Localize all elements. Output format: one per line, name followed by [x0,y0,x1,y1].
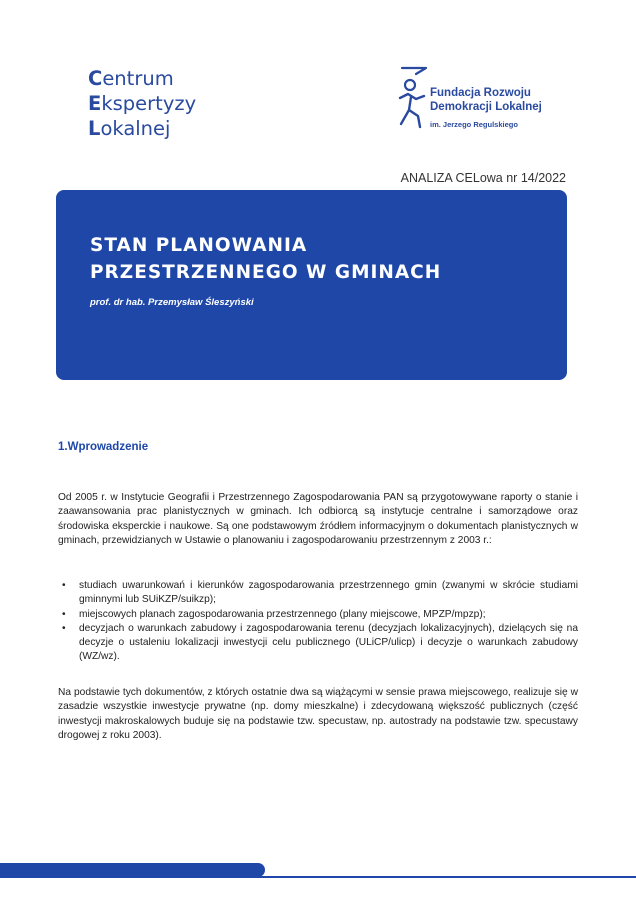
footer-divider [0,876,636,878]
bullet-marker: • [62,608,66,620]
centrum-ekspertyzy-logo [88,66,196,141]
title-line-1: STAN PLANOWANIA [90,235,308,256]
closing-paragraph: Na podstawie tych dokumentów, z których ostatnie dwa są wiążącymi w sensie prawa miejscowego, realizuje się w zasadzie wszystkie inwestycje prywatne (np. domy mieszkalne) i zdecydowaną większość publicznych (część inwestycji makroskalowych buduje się na podstawie tzw. specustaw, np. autostrady na podstawie tzw. specustawy drogowej z roku 2003). [58,687,578,741]
footer-bar [0,863,265,877]
logo-line-2: Ekspertyzy [88,92,197,115]
fundacja-name-line-2: Demokracji Lokalnej [430,101,542,113]
title-line-2: PRZESTRZENNEGO W GMINACH [90,262,442,283]
intro-paragraph: Od 2005 r. w Instytucie Geografii i Przestrzennego Zagospodarowania PAN są przygotowywane raporty o stanie i zaawansowania prac planistycznych w gminach. Ich odbiorcą są instytucje centralne i samorządowe oraz środowiska eksperckie i naukowe. Są one podstawowym źródłem informacyjnym o dokumentach planistycznych w gminach, przewidzianych w Ustawie o planowaniu i zagospodarowaniu przestrzennym z 2003 r.: [58,492,578,546]
title-banner [56,190,567,380]
author: prof. dr hab. Przemysław Śleszyński [90,297,254,308]
logo-line-3: Lokalnej [88,117,171,140]
running-figure-icon [396,66,430,136]
list-item: • miejscowych planach zagospodarowania przestrzennego (plany miejscowe, MPZP/mpzp); [62,608,578,622]
fundacja-name-line-1: Fundacja Rozwoju [430,87,531,99]
document-types-list [62,579,578,665]
list-item: • studiach uwarunkowań i kierunków zagospodarowania przestrzennego gmin (zwanymi w skrócie studiami gminnymi lub SUiKZP/suikzp); [62,580,578,606]
fundacja-logo [396,66,596,136]
bullet-marker: • [62,622,66,634]
logo-line-1: Centrum [88,67,174,90]
bullet-marker: • [62,580,66,591]
document-title [90,232,530,286]
list-item: • decyzjach o warunkach zabudowy i zagospodarowania terenu (decyzjach lokalizacyjnych), dzielących się na decyzje o ustaleniu lokalizacji inwestycji celu publicznego (ULiCP/ulicp) i decyzje o warunkach zabudowy (WZ/wz). [62,622,578,663]
fundacja-patron: im. Jerzego Regulskiego [430,120,518,129]
section-heading: 1.Wprowadzenie [58,441,149,453]
document-number: ANALIZA CELowa nr 14/2022 [400,171,566,185]
